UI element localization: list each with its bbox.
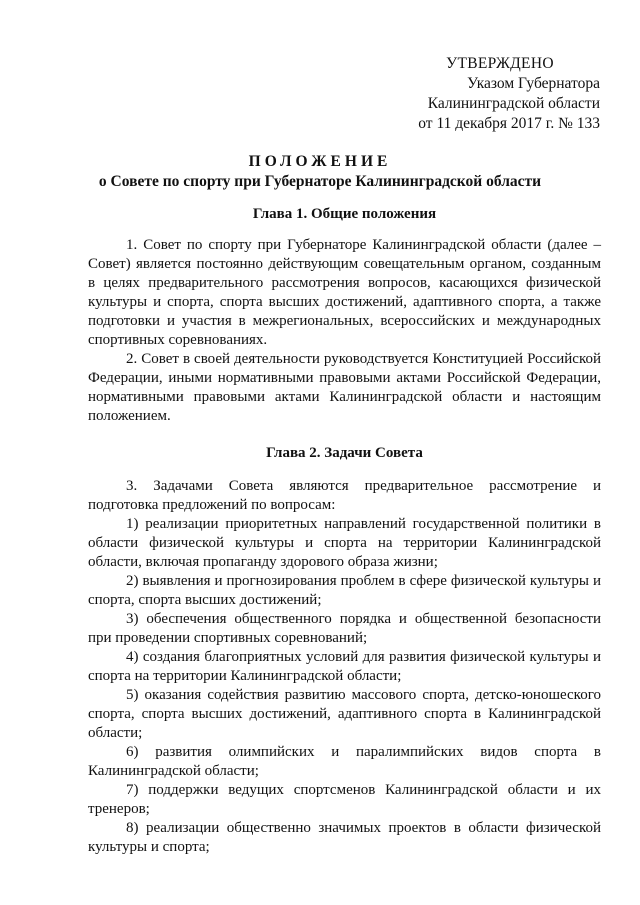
document-body — [88, 205, 601, 857]
approval-line-1: Указом Губернатора — [467, 75, 600, 92]
paragraph-3: 3. Задачами Совета являются предварительное рассмотрение и подготовка предложений по вопросам: — [88, 478, 601, 513]
approval-date: от 11 декабря 2017 г. № 133 — [418, 115, 600, 132]
document-title-block — [0, 152, 640, 192]
paragraph-2: 2. Совет в своей деятельности руководствуется Конституцией Российской Федерации, иными нормативными правовыми актами Российской Федерации, нормативными правовыми актами Калининградской области и настоящим положением. — [88, 351, 601, 424]
approval-line-2: Калининградской области — [427, 95, 600, 112]
list-item-8: 8) реализации общественно значимых проектов в области физической культуры и спорта; — [88, 820, 601, 855]
list-item-6: 6) развития олимпийских и паралимпийских видов спорта в Калининградской области; — [88, 744, 601, 779]
list-item-3: 3) обеспечения общественного порядка и общественной безопасности при проведении спортивных соревнований; — [88, 611, 601, 646]
approval-title: УТВЕРЖДЕНО — [446, 55, 554, 72]
chapter-1-heading: Глава 1. Общие положения — [252, 206, 437, 222]
paragraph-1: 1. Совет по спорту при Губернаторе Калининградской области (далее – Совет) является постоянно действующим совещательным органом, созданным в целях предварительного рассмотрения вопросов, касающихся физической культуры и спорта, спорта высших достижений, адаптивного спорта, а также подготовки и участия в межрегиональных, всероссийских и международных спортивных соревнованиях. — [88, 237, 601, 348]
list-item-2: 2) выявления и прогнозирования проблем в сфере физической культуры и спорта, спорта высших достижений; — [88, 573, 601, 608]
list-item-7: 7) поддержки ведущих спортсменов Калининградской области и их тренеров; — [88, 782, 601, 817]
document-subtitle: о Совете по спорту при Губернаторе Калининградской области — [98, 173, 542, 190]
chapter-2-heading: Глава 2. Задачи Совета — [266, 445, 423, 461]
list-item-5: 5) оказания содействия развитию массового спорта, детско-юношеского спорта, спорта высших достижений, адаптивного спорта в Калининградской области; — [88, 687, 601, 741]
list-item-1: 1) реализации приоритетных направлений государственной политики в области физической культуры и спорта на территории Калининградской области, включая пропаганду здорового образа жизни; — [88, 516, 601, 570]
document-title: ПОЛОЖЕНИЕ — [248, 153, 392, 170]
list-item-4: 4) создания благоприятных условий для развития физической культуры и спорта на территории Калининградской области; — [88, 649, 601, 684]
approval-stamp — [350, 54, 600, 134]
